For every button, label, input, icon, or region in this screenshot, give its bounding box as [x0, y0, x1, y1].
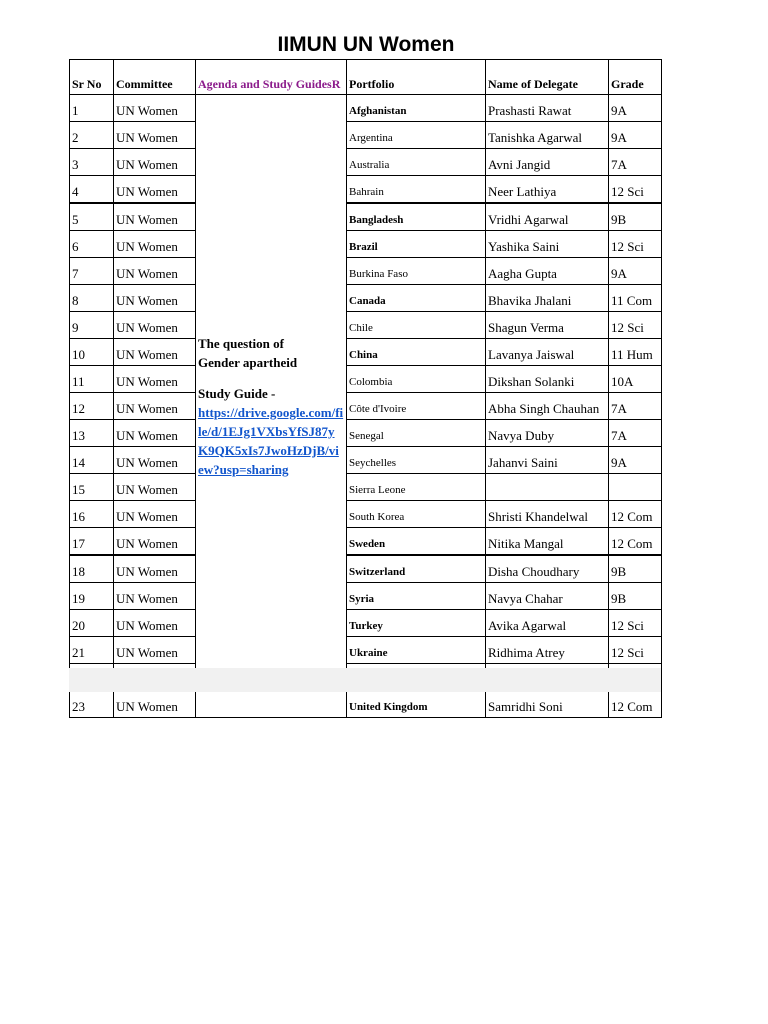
study-guide-link[interactable]: https://drive.google.com/file/d/1EJg1VXbsYfSJ87yK9QK5xIs7JwoHzDjB/view?usp=sharing: [198, 404, 344, 477]
table-row: [70, 176, 662, 204]
cell-committee: UN Women: [114, 258, 196, 285]
cell-delegate: Aagha Gupta: [486, 258, 609, 285]
table-row: [70, 691, 662, 718]
cell-sr-no: 11: [70, 366, 114, 393]
cell-portfolio: Senegal: [347, 420, 486, 447]
cell-sr-no: 21: [70, 637, 114, 664]
header-sr-no: Sr No: [70, 60, 114, 95]
table-row: [70, 339, 662, 366]
header-portfolio: Portfolio: [347, 60, 486, 95]
cell-delegate: Jahanvi Saini: [486, 447, 609, 474]
agenda-spacer: [198, 372, 344, 384]
cell-sr-no: 5: [70, 203, 114, 231]
cell-sr-no: 12: [70, 393, 114, 420]
cell-portfolio: Brazil: [347, 231, 486, 258]
table-row: [70, 231, 662, 258]
cell-committee: UN Women: [114, 393, 196, 420]
cell-committee: UN Women: [114, 203, 196, 231]
cell-delegate: Samridhi Soni: [486, 691, 609, 718]
cell-grade: 9A: [609, 447, 662, 474]
cell-sr-no: 23: [70, 691, 114, 718]
cell-portfolio: Ukraine: [347, 637, 486, 664]
cell-portfolio: Chile: [347, 312, 486, 339]
table-row: [70, 637, 662, 664]
table-row: [70, 285, 662, 312]
table-row: [70, 583, 662, 610]
cell-grade: 12 Sci: [609, 312, 662, 339]
cell-portfolio: Sweden: [347, 528, 486, 556]
cell-grade: 11 Com: [609, 285, 662, 312]
cell-sr-no: 7: [70, 258, 114, 285]
cell-grade: 12 Sci: [609, 231, 662, 258]
cell-delegate: Vridhi Agarwal: [486, 203, 609, 231]
cell-portfolio: Canada: [347, 285, 486, 312]
cell-committee: UN Women: [114, 528, 196, 556]
cell-sr-no: 17: [70, 528, 114, 556]
cell-grade: 9B: [609, 583, 662, 610]
cell-sr-no: 10: [70, 339, 114, 366]
cell-sr-no: 18: [70, 555, 114, 583]
cell-delegate: Abha Singh Chauhan: [486, 393, 609, 420]
cell-committee: UN Women: [114, 176, 196, 204]
cell-delegate: Navya Duby: [486, 420, 609, 447]
table-row: [70, 258, 662, 285]
cell-sr-no: 19: [70, 583, 114, 610]
cell-portfolio: United Kingdom: [347, 691, 486, 718]
cell-portfolio: Syria: [347, 583, 486, 610]
table-row: [70, 122, 662, 149]
table-row: [70, 312, 662, 339]
cell-sr-no: 4: [70, 176, 114, 204]
cell-delegate: [486, 474, 609, 501]
cell-committee: UN Women: [114, 366, 196, 393]
table-row: [70, 474, 662, 501]
cell-sr-no: 20: [70, 610, 114, 637]
cell-committee: UN Women: [114, 95, 196, 122]
agenda-question-line-2: Gender apartheid: [198, 354, 298, 370]
cell-grade: 9A: [609, 258, 662, 285]
cell-delegate: Avni Jangid: [486, 149, 609, 176]
cell-grade: 12 Sci: [609, 637, 662, 664]
table-row: [70, 203, 662, 231]
table-row: [70, 501, 662, 528]
cell-delegate: Neer Lathiya: [486, 176, 609, 204]
cell-grade: 7A: [609, 149, 662, 176]
cell-sr-no: 3: [70, 149, 114, 176]
cell-grade: 7A: [609, 420, 662, 447]
cell-portfolio: Côte d'Ivoire: [347, 393, 486, 420]
cell-committee: UN Women: [114, 339, 196, 366]
cell-delegate: Tanishka Agarwal: [486, 122, 609, 149]
cell-committee: UN Women: [114, 555, 196, 583]
cell-portfolio: Colombia: [347, 366, 486, 393]
cell-portfolio: Burkina Faso: [347, 258, 486, 285]
cell-grade: 9B: [609, 555, 662, 583]
header-committee: Committee: [114, 60, 196, 95]
cell-portfolio: Bahrain: [347, 176, 486, 204]
cell-grade: 9A: [609, 95, 662, 122]
cell-committee: UN Women: [114, 285, 196, 312]
cell-delegate: Bhavika Jhalani: [486, 285, 609, 312]
header-grade: Grade: [609, 60, 662, 95]
cell-grade: 12 Com: [609, 528, 662, 556]
cell-committee: UN Women: [114, 312, 196, 339]
cell-delegate: Navya Chahar: [486, 583, 609, 610]
cell-portfolio: Afghanistan: [347, 95, 486, 122]
cell-committee: UN Women: [114, 447, 196, 474]
cell-committee: UN Women: [114, 474, 196, 501]
cell-grade: 10A: [609, 366, 662, 393]
agenda-question-line-1: The question of: [198, 335, 284, 351]
cell-delegate: Shagun Verma: [486, 312, 609, 339]
cell-grade: 9A: [609, 122, 662, 149]
cell-committee: UN Women: [114, 637, 196, 664]
cell-sr-no: 8: [70, 285, 114, 312]
table-row: [70, 555, 662, 583]
cell-grade: 12 Com: [609, 691, 662, 718]
cell-sr-no: 14: [70, 447, 114, 474]
table-row: [70, 447, 662, 474]
cell-portfolio: Sierra Leone: [347, 474, 486, 501]
cell-grade: [609, 474, 662, 501]
table-row: [70, 528, 662, 556]
cell-portfolio: Australia: [347, 149, 486, 176]
cell-grade: 12 Sci: [609, 610, 662, 637]
cell-portfolio: Seychelles: [347, 447, 486, 474]
cell-committee: UN Women: [114, 149, 196, 176]
cell-delegate: Shristi Khandelwal: [486, 501, 609, 528]
cell-delegate: Ridhima Atrey: [486, 637, 609, 664]
cell-committee: UN Women: [114, 231, 196, 258]
header-agenda: Agenda and Study GuidesR: [196, 60, 347, 95]
cell-portfolio: Bangladesh: [347, 203, 486, 231]
cell-sr-no: 13: [70, 420, 114, 447]
cell-sr-no: 15: [70, 474, 114, 501]
cell-grade: 7A: [609, 393, 662, 420]
table-row: [70, 393, 662, 420]
cell-sr-no: 16: [70, 501, 114, 528]
cell-committee: UN Women: [114, 610, 196, 637]
header-delegate: Name of Delegate: [486, 60, 609, 95]
cell-committee: UN Women: [114, 583, 196, 610]
cell-delegate: Yashika Saini: [486, 231, 609, 258]
header-row: [70, 60, 662, 95]
table-row: [70, 95, 662, 122]
page-title: IIMUN UN Women: [277, 33, 455, 56]
cell-delegate: Prashasti Rawat: [486, 95, 609, 122]
cell-portfolio: Turkey: [347, 610, 486, 637]
table-row: [70, 420, 662, 447]
cell-delegate: Avika Agarwal: [486, 610, 609, 637]
cell-committee: UN Women: [114, 691, 196, 718]
cell-delegate: Dikshan Solanki: [486, 366, 609, 393]
cell-portfolio: Argentina: [347, 122, 486, 149]
cell-grade: 11 Hum: [609, 339, 662, 366]
cell-grade: 9B: [609, 203, 662, 231]
cell-sr-no: 2: [70, 122, 114, 149]
table-row: [70, 366, 662, 393]
cell-sr-no: 9: [70, 312, 114, 339]
cell-committee: UN Women: [114, 420, 196, 447]
cell-committee: UN Women: [114, 501, 196, 528]
table-row: [70, 149, 662, 176]
cell-grade: 12 Com: [609, 501, 662, 528]
delegate-table: [69, 59, 662, 718]
cell-delegate: Lavanya Jaiswal: [486, 339, 609, 366]
cell-sr-no: 1: [70, 95, 114, 122]
cell-delegate: Disha Choudhary: [486, 555, 609, 583]
study-guide-label: Study Guide -: [198, 385, 276, 401]
cell-sr-no: 6: [70, 231, 114, 258]
cell-committee: UN Women: [114, 122, 196, 149]
table-row: [70, 610, 662, 637]
cell-grade: 12 Sci: [609, 176, 662, 204]
cell-portfolio: South Korea: [347, 501, 486, 528]
cell-delegate: Nitika Mangal: [486, 528, 609, 556]
agenda-cell: [196, 95, 347, 718]
cell-portfolio: Switzerland: [347, 555, 486, 583]
footer-band: [69, 668, 661, 692]
cell-portfolio: China: [347, 339, 486, 366]
